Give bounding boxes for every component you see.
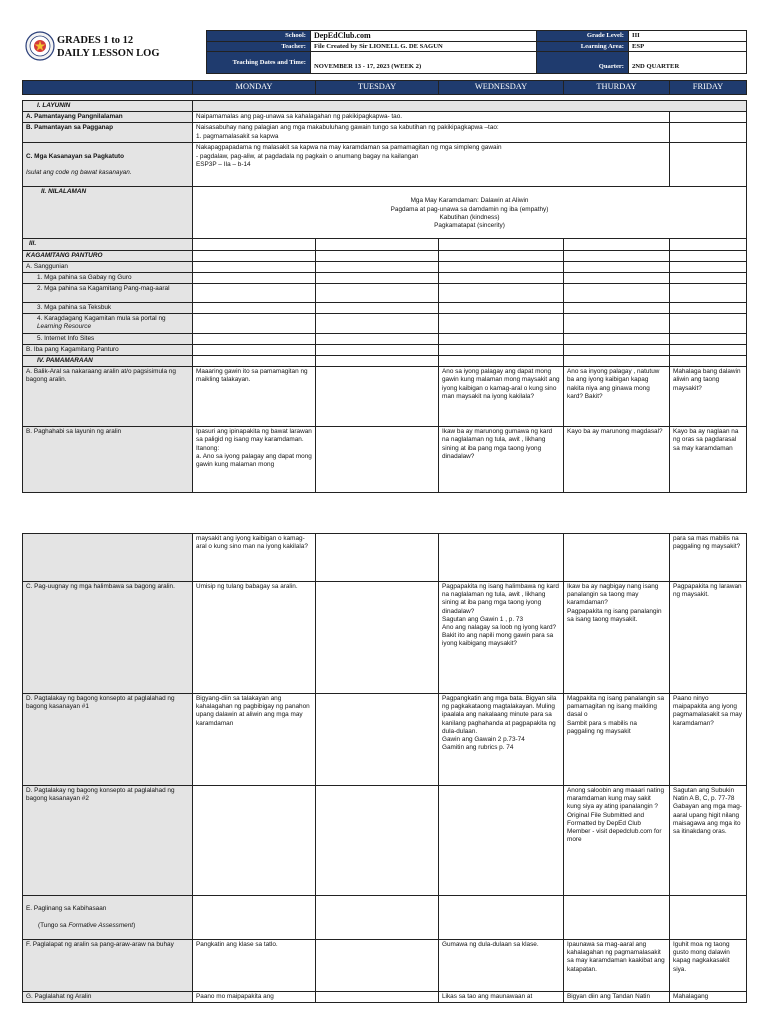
pamantayang-pangnilalaman-label: A. Pamantayang Pangnilalaman (23, 112, 193, 123)
pagtalakay-2-thursday: Anong saloobin ang maaari nating maramdaman kung may sakit kung siya ay ating ipanalangin ? Original File Submitted and Formatted by DepEd Club Member - visit depedclub.com for more (564, 786, 670, 896)
blank-cell (193, 333, 316, 344)
learning-area-value: ESP (629, 42, 747, 52)
blank-cell (193, 250, 316, 261)
blank-cell (439, 284, 564, 303)
blank-cell (316, 250, 439, 261)
pag-uugnay-wednesday: Pagpapakita ng isang halimbawa ng kard na naglalaman ng tula, awit , likhang sining at iba pang mga taong iyong dinadalaw? Sagutan ang Gawin 1 , p. 73 Ano ang nalagay sa loob ng iyong kard? Bakit ito ang napili mong gawin para sa iyong kaibigang maysakit? (439, 582, 564, 694)
blank-cell (439, 333, 564, 344)
blank-cell (439, 344, 564, 355)
pamantayan-pagganap-text: Naisasabuhay nang palagian ang mga makabuluhang gawain tungo sa kabutihan ng pakikipagkapwa –tao: 1. pagmamalasakit sa kapwa (193, 123, 670, 143)
day-header-friday: FRIDAY (670, 81, 747, 95)
learning-area-label: Learning Area: (537, 42, 629, 52)
blank-cell (439, 250, 564, 261)
title-line-1: GRADES 1 to 12 (57, 35, 134, 46)
blank-cell (439, 303, 564, 314)
blank-cell (670, 314, 747, 333)
paglalahat-thursday: Bigyan diin ang Tandan Natin (564, 991, 670, 1002)
lesson-table-page-1 (22, 100, 747, 493)
pamantayan-pagganap-label: B. Pamantayan sa Pagganap (23, 123, 193, 143)
blank-cell (670, 112, 747, 123)
blank-cell (670, 303, 747, 314)
paglinang-sub (26, 922, 189, 930)
blank-cell (564, 303, 670, 314)
day-header-wednesday: WEDNESDAY (439, 81, 564, 95)
quarter-label: Quarter: (537, 52, 629, 74)
continued-tuesday (316, 534, 439, 582)
paglinang-sub-c: ) (133, 921, 136, 929)
continued-friday: para sa mas mabilis na paggaling ng maysakit? (670, 534, 747, 582)
paglinang-label: E. Paglinang sa Kabihasaan (26, 905, 107, 913)
blank-cell (439, 896, 564, 940)
paglalapat-friday: Iguhit moa ng taong gusto mong dalawin kapag nagkakasakit siya. (670, 939, 747, 991)
continued-label (23, 534, 193, 582)
blank-cell (316, 333, 439, 344)
blank-cell (316, 261, 439, 272)
blank-cell (316, 344, 439, 355)
teaching-dates-value: NOVEMBER 13 - 17, 2023 (WEEK 2) (311, 52, 537, 74)
blank-cell (670, 143, 747, 187)
blank-cell (564, 250, 670, 261)
paglalapat-tuesday (316, 939, 439, 991)
pagtalakay-1-friday: Paano ninyo maipapakita ang iyong pagmamalasakit sa may karamdaman? (670, 694, 747, 786)
paghahabi-thursday: Kayo ba ay marunong magdasal? (564, 427, 670, 493)
paghahabi-wednesday: Ikaw ba ay marunong gumawa ng kard na naglalaman ng tula, awit , likhang sining at iba pang mga taong iyong dinadalaw? (439, 427, 564, 493)
paghahabi-monday: Ipasuri ang ipinapakita ng bawat larawan sa paligid ng isang may karamdaman. Itanong: a. Ano sa iyong palagay ang dapat mong gawin kung malaman mong (193, 427, 316, 493)
grade-level-label: Grade Level: (537, 31, 629, 42)
pagtalakay-1-tuesday (316, 694, 439, 786)
sanggunian-label: A. Sanggunian (23, 261, 193, 272)
paglalahat-friday: Mahalagang (670, 991, 747, 1002)
blank-cell (316, 896, 439, 940)
pamantayang-pangnilalaman-text: Naipamamalas ang pag-unawa sa kahalagahan ng pakikipagkapwa- tao. (193, 112, 670, 123)
blank-cell (193, 356, 316, 367)
log-title (57, 34, 160, 60)
paglalapat-wednesday: Gumawa ng dula-dulaan sa klase. (439, 939, 564, 991)
learning-resource-text: 4. Karagdagang Kagamitan mula sa portal ng (37, 315, 166, 323)
blank-cell (670, 272, 747, 283)
pag-uugnay-label: C. Pag-uugnay ng mga halimbawa sa bagong aralin. (23, 582, 193, 694)
blank-cell (193, 261, 316, 272)
iba-pang-kagamitan-label: B. Iba pang Kagamitang Panturo (23, 344, 193, 355)
blank-cell (564, 356, 670, 367)
blank-cell (670, 356, 747, 367)
day-header-blank (23, 81, 193, 95)
lesson-table-page-2 (22, 533, 747, 1003)
teacher-label: Teacher: (207, 42, 311, 52)
blank-cell (439, 356, 564, 367)
blank-cell (193, 272, 316, 283)
paglalapat-label: F. Paglalapat ng aralin sa pang-araw-araw na buhay (23, 939, 193, 991)
pagtalakay-1-label: D. Pagtalakay ng bagong konsepto at paglalahad ng bagong kasanayan #1 (23, 694, 193, 786)
iii-label: III. (23, 239, 193, 250)
paglalapat-thursday: Ipaunawa sa mag-aaral ang kahalagahan ng pagmamalasakit sa may karamdaman kaakibat ang katapatan. (564, 939, 670, 991)
pagtalakay-1-thursday: Magpakita ng isang panalangin sa pamamagitan ng isang maikling dasal o Sambit para s mabilis na paggaling ng maysakit (564, 694, 670, 786)
header-info-table (206, 30, 747, 74)
paglalapat-monday: Pangkatin ang klase sa tatlo. (193, 939, 316, 991)
day-header-thursday: THURDAY (564, 81, 670, 95)
kagamitang-panturo-label: KAGAMITANG PANTURO (23, 250, 193, 261)
blank-cell (670, 896, 747, 940)
blank-cell (439, 261, 564, 272)
pag-uugnay-tuesday (316, 582, 439, 694)
kasanayan-label-cell (23, 143, 193, 187)
blank-cell (670, 284, 747, 303)
balik-aral-label: A. Balik-Aral sa nakaraang aralin at/o pagsisimula ng bagong aralin. (23, 367, 193, 427)
blank-cell (670, 333, 747, 344)
balik-aral-tuesday (316, 367, 439, 427)
blank-cell (564, 261, 670, 272)
balik-aral-thursday: Ano sa inyong palagay , natutuw ba ang iyong kaibigan kapag nakita niya ang ginawa mong kard? Bakit? (564, 367, 670, 427)
blank-cell (670, 123, 747, 143)
nilalaman-text: Mga May Karamdaman: Dalawin at Aliwin Pagdama at pag-unawa sa damdamin ng iba (empathy) Kabutihan (kindness) Pagkamatapat (sincerity) (193, 187, 747, 239)
learning-resource-label (23, 314, 193, 333)
pagtalakay-2-wednesday (439, 786, 564, 896)
blank-cell (193, 344, 316, 355)
paglinang-label-cell (23, 896, 193, 940)
continued-wednesday (439, 534, 564, 582)
blank-cell (316, 303, 439, 314)
day-header-tuesday: TUESDAY (316, 81, 439, 95)
pag-uugnay-friday: Pagpapakita ng larawan ng maysakit. (670, 582, 747, 694)
deped-seal (25, 31, 55, 61)
paghahabi-tuesday (316, 427, 439, 493)
pagtalakay-2-monday (193, 786, 316, 896)
kagamitang-mag-aaral-label: 2. Mga pahina sa Kagamitang Pang-mag-aaral (23, 284, 193, 303)
blank-cell (439, 272, 564, 283)
teaching-dates-label: Teaching Dates and Time: (207, 52, 311, 74)
paglalahat-wednesday: Likas sa tao ang maunawaan at (439, 991, 564, 1002)
blank-cell (670, 239, 747, 250)
blank-cell (564, 284, 670, 303)
blank-cell (670, 250, 747, 261)
learning-resource-italic: Learning Resource (37, 323, 91, 331)
blank-cell (193, 303, 316, 314)
day-header-row (22, 80, 747, 95)
blank-cell (193, 284, 316, 303)
pagtalakay-1-wednesday: Pagpangkatin ang mga bata. Bigyan sila ng pagkakataong magtalakayan. Muling ipaalala ang nakalaang minute para sa kanilang paghahanda at pagpapakita ng dula-dulaan. Gawin ang Gawain 2 p.73-74 Gamitin ang rubrics p. 74 (439, 694, 564, 786)
blank-cell (564, 896, 670, 940)
continued-thursday (564, 534, 670, 582)
pagtalakay-1-monday: Bigyang-diin sa talakayan ang kahalagahan ng pagbibigay ng panahon upang dalawin at aliwin ang mga may karamdaman (193, 694, 316, 786)
blank-cell (670, 344, 747, 355)
layunin-blank (193, 101, 747, 112)
quarter-value: 2ND QUARTER (629, 52, 747, 74)
kasanayan-sub: Isulat ang code ng bawat kasanayan. (26, 168, 132, 176)
blank-cell (670, 261, 747, 272)
school-value: DepEdClub.com (311, 31, 537, 42)
paglalahat-label: G. Paglalahat ng Aralin (23, 991, 193, 1002)
blank-cell (193, 896, 316, 940)
blank-cell (564, 239, 670, 250)
pag-uugnay-thursday: Ikaw ba ay nagbigay nang isang panalangin sa taong may karamdaman? Pagpapakita ng isang panalangin sa isang taong maysakit. (564, 582, 670, 694)
day-header-monday: MONDAY (193, 81, 316, 95)
balik-aral-wednesday: Ano sa iyong palagay ang dapat mong gawin kung malaman mong maysakit ang iyong kaibigan o kamag-aral o kung sino man maysakit na iyong kakilala? (439, 367, 564, 427)
teacher-value: File Created by Sir LIONELL G. DE SAGUN (311, 42, 537, 52)
gabay-guro-label: 1. Mga pahina sa Gabay ng Guro (23, 272, 193, 283)
balik-aral-friday: Mahalaga bang dalawin aliwin ang taong maysakit? (670, 367, 747, 427)
paglinang-sub-b: Formative Assessment (68, 921, 134, 929)
nilalaman-label: II. NILALAMAN (23, 187, 193, 239)
blank-cell (316, 284, 439, 303)
paglalahat-monday: Paano mo maipapakita ang (193, 991, 316, 1002)
blank-cell (564, 272, 670, 283)
blank-cell (316, 239, 439, 250)
blank-cell (316, 314, 439, 333)
pag-uugnay-monday: Umisip ng tulang babagay sa aralin. (193, 582, 316, 694)
internet-info-label: 5. Internet Info Sites (23, 333, 193, 344)
kasanayan-text: Nakapagpapadama ng malasakit sa kapwa na may karamdaman sa pamamagitan ng mga simpleng gawain - pagdalaw, pag-aliw, at pagdadala ng pagkain o anumang bagay na kailangan ESP3P – IIa – b-14 (193, 143, 670, 187)
pagtalakay-2-tuesday (316, 786, 439, 896)
blank-cell (193, 314, 316, 333)
teksbuk-label: 3. Mga pahina sa Teksbuk (23, 303, 193, 314)
balik-aral-monday: Maaaring gawin ito sa pamamagitan ng maikling talakayan. (193, 367, 316, 427)
grade-level-value: III (629, 31, 747, 42)
paglinang-sub-a: (Tungo sa (38, 921, 69, 929)
pagtalakay-2-friday: Sagutan ang Subukin Natin A B, C, p. 77-78 Gabayan ang mga mag-aaral upang higit nilang maisagawa ang mga ito sa itinakdang oras. (670, 786, 747, 896)
continued-monday: maysakit ang iyong kaibigan o kamag-aral o kung sino man na iyong kakilala? (193, 534, 316, 582)
title-line-2: DAILY LESSON LOG (57, 48, 160, 60)
paghahabi-label: B. Paghahabi sa layunin ng aralin (23, 427, 193, 493)
paghahabi-friday: Kayo ba ay naglaan na ng oras sa pagdarasal sa may karamdaman (670, 427, 747, 493)
blank-cell (564, 333, 670, 344)
blank-cell (316, 272, 439, 283)
pamamaraan-heading: IV. PAMAMARAAN (23, 356, 193, 367)
layunin-heading: I. LAYUNIN (23, 101, 193, 112)
blank-cell (316, 356, 439, 367)
blank-cell (439, 239, 564, 250)
blank-cell (564, 344, 670, 355)
blank-cell (439, 314, 564, 333)
school-label: School: (207, 31, 311, 42)
kasanayan-label: C. Mga Kasanayan sa Pagkatuto (26, 152, 125, 160)
pagtalakay-2-label: D. Pagtalakay ng bagong konsepto at paglalahad ng bagong kasanayan #2 (23, 786, 193, 896)
paglalahat-tuesday (316, 991, 439, 1002)
blank-cell (193, 239, 316, 250)
blank-cell (564, 314, 670, 333)
